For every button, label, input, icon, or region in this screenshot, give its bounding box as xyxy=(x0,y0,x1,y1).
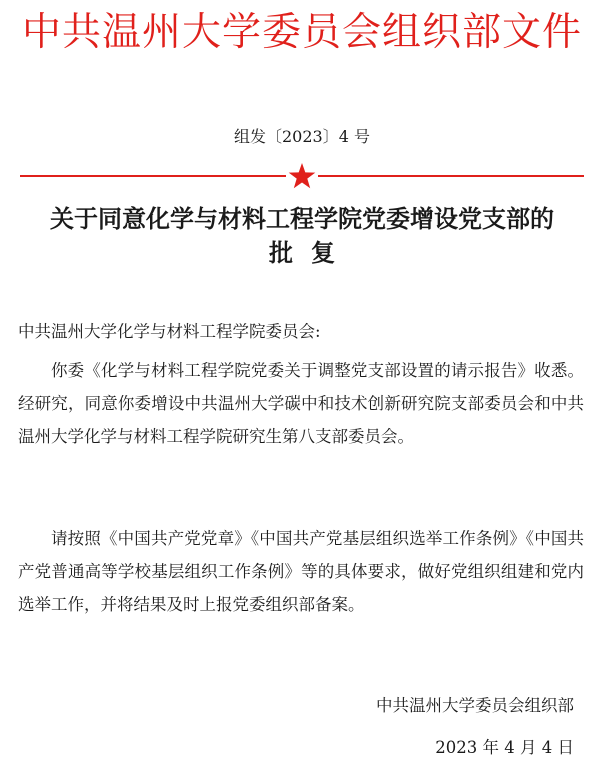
star-icon xyxy=(288,163,316,189)
red-divider xyxy=(20,163,584,189)
issuer-signature: 中共温州大学委员会组织部 xyxy=(376,696,574,715)
document-title-line1: 关于同意化学与材料工程学院党委增设党支部的 xyxy=(50,204,554,233)
divider-rule-left xyxy=(20,175,286,177)
body-paragraph-1: 你委《化学与材料工程学院党委关于调整党支部设置的请示报告》收悉。经研究，同意你委增设中共温州大学碳中和技术创新研究院支部委员会和中共温州大学化学与材料工程学院研究生第八支部委员会。 xyxy=(18,361,584,446)
addressee: 中共温州大学化学与材料工程学院委员会: xyxy=(18,322,321,341)
document-masthead: 中共温州大学委员会组织部文件 xyxy=(21,10,582,55)
divider-rule-right xyxy=(318,175,584,177)
issue-date: 2023 年 4 月 4 日 xyxy=(435,738,574,757)
document-number: 组发〔2023〕4 号 xyxy=(234,127,370,146)
document-title xyxy=(0,202,604,270)
document-title-line2: 批复 xyxy=(269,238,353,267)
body-paragraph-2: 请按照《中国共产党党章》《中国共产党基层组织选举工作条例》《中国共产党普通高等学校基层组织工作条例》等的具体要求，做好党组织组建和党内选举工作，并将结果及时上报党委组织部备案。 xyxy=(18,529,584,614)
